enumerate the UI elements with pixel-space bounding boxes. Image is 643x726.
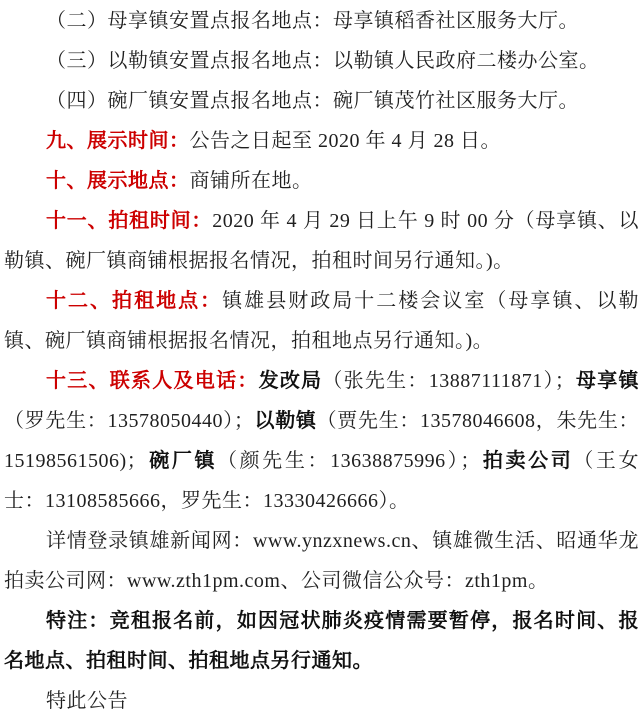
text-segment: 以勒镇 (254, 410, 317, 432)
text-segment: （贾先生：13578046608，朱先生：15198561506)； (4, 410, 640, 472)
paragraph (4, 601, 639, 681)
text-segment: （张先生：13887111871）； (322, 370, 576, 392)
text-segment: 详情登录镇雄新闻网：www.ynzxnews.cn、镇雄微生活、昭通华龙拍卖公司网：www.zth1pm.com、公司微信公众号：zth1pm。 (4, 530, 639, 592)
text-segment: （王女士：13108585666，罗先生：13330426666）。 (4, 450, 640, 512)
text-segment: 碗厂镇 (147, 450, 218, 472)
text-segment: 镇雄县财政局十二楼会议室（母享镇、以勒镇、碗厂镇商铺根据报名情况，拍租地点另行通知。)。 (4, 290, 640, 352)
paragraph (4, 681, 639, 721)
text-segment: （四）碗厂镇安置点报名地点：碗厂镇茂竹社区服务大厅。 (46, 90, 579, 112)
section-heading: 十二、拍租地点： (46, 290, 223, 312)
paragraph (4, 521, 639, 601)
text-segment: 发改局 (258, 370, 323, 392)
text-segment: （二）母享镇安置点报名地点：母享镇稻香社区服务大厅。 (46, 10, 579, 32)
paragraph (4, 1, 639, 41)
paragraph (4, 161, 639, 201)
section-heading: 九、展示时间： (46, 130, 190, 152)
section-heading: 十三、联系人及电话： (46, 370, 259, 392)
paragraph (4, 81, 639, 121)
section-heading: 十一、拍租时间： (46, 210, 213, 232)
text-segment: 特此公告 (46, 690, 128, 712)
text-segment: （罗先生：13578050440）； (4, 410, 255, 432)
text-segment: 2020 年 4 月 29 日上午 9 时 00 分（母享镇、以勒镇、碗厂镇商铺根据报名情况，拍租时间另行通知。)。 (4, 210, 640, 272)
paragraph (4, 41, 639, 81)
text-segment: 公告之日起至 2020 年 4 月 28 日。 (189, 130, 501, 152)
text-segment: 特注：竞租报名前，如因冠状肺炎疫情需要暂停，报名时间、报名地点、拍租时间、拍租地点另行通知。 (4, 610, 639, 672)
text-segment: （颜先生：13638875996）； (217, 450, 481, 472)
text-segment: 拍卖公司 (480, 450, 574, 472)
paragraph (4, 121, 639, 161)
paragraph (4, 281, 639, 361)
paragraph (4, 361, 639, 521)
paragraph (4, 201, 639, 281)
section-heading: 十、展示地点： (46, 170, 190, 192)
text-segment: 母享镇 (575, 370, 640, 392)
text-segment: （三）以勒镇安置点报名地点：以勒镇人民政府二楼办公室。 (46, 50, 600, 72)
text-segment: 商铺所在地。 (189, 170, 313, 192)
